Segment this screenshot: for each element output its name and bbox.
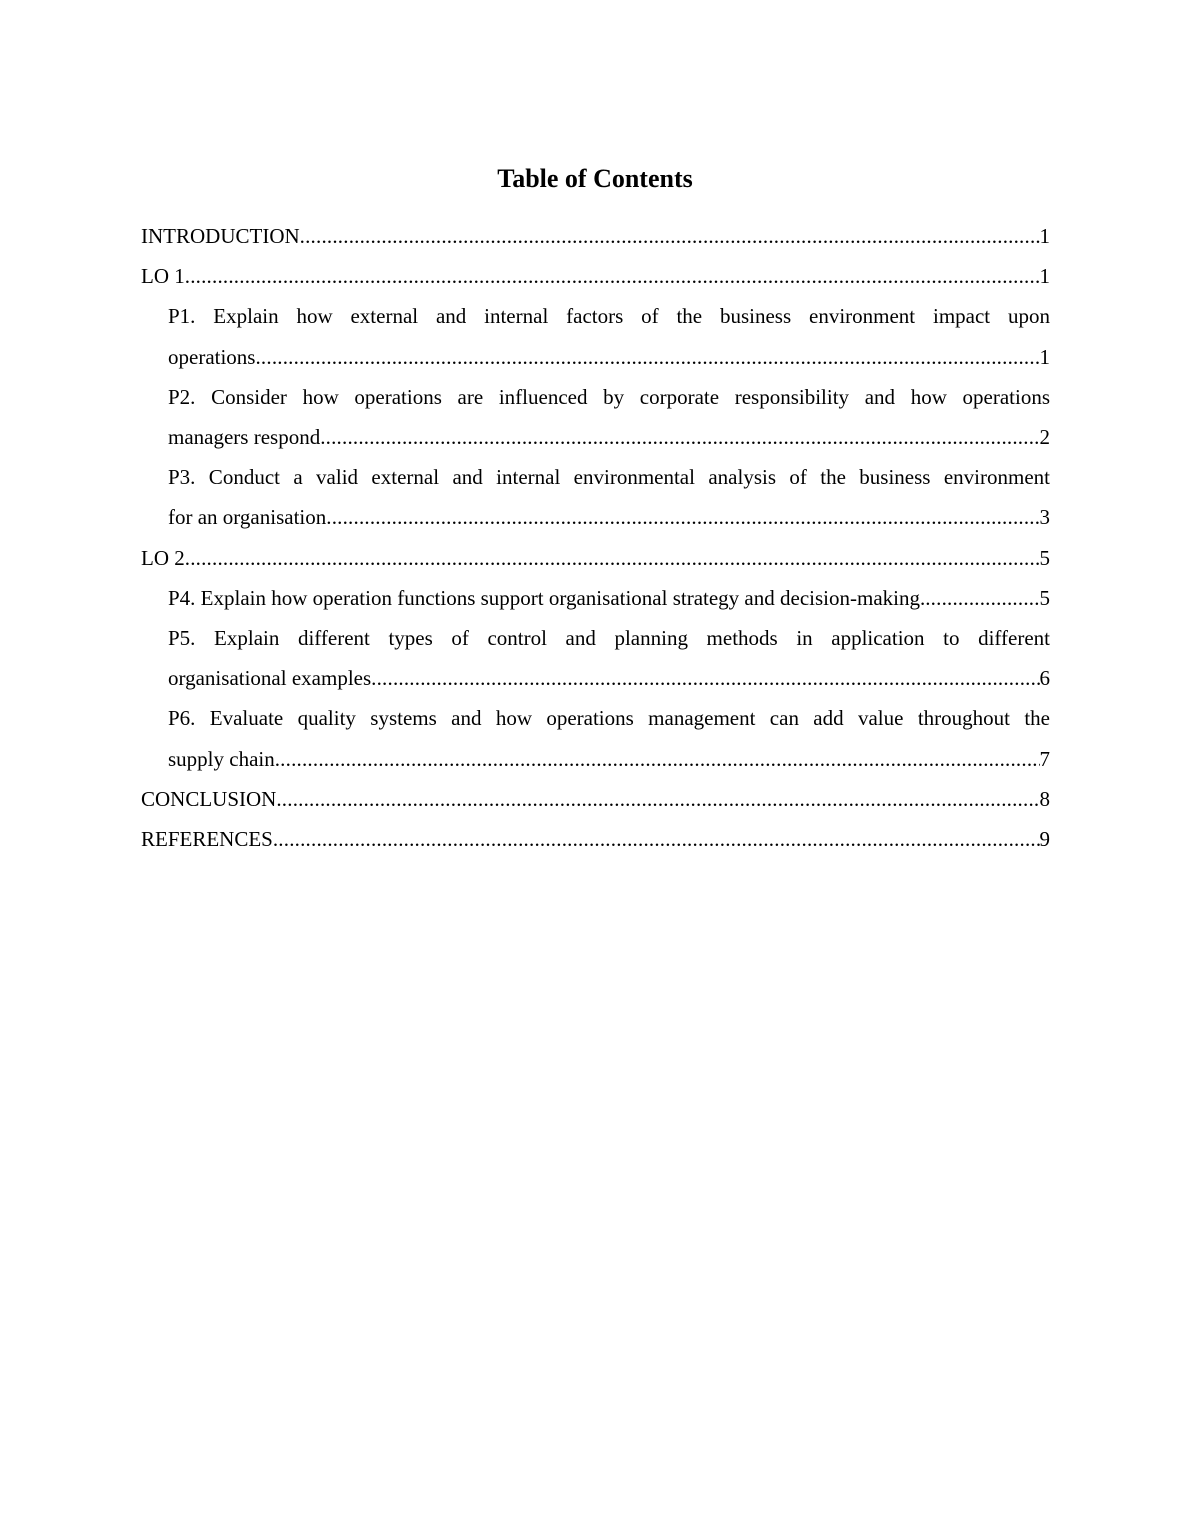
toc-list <box>141 216 1050 859</box>
toc-entry-conclusion[interactable] <box>141 779 1050 819</box>
toc-leader-dots <box>276 779 1039 819</box>
toc-page-number: 1 <box>1039 224 1050 248</box>
toc-entry-label: organisational examples <box>168 666 372 691</box>
toc-entry-first-line: P2. Consider how operations are influenced by corporate responsibility and how operations <box>168 384 1050 409</box>
toc-entry-label: INTRODUCTION <box>141 224 300 248</box>
toc-page-number: 6 <box>1039 666 1050 691</box>
toc-leader-dots <box>255 337 1039 377</box>
toc-entry-first-line: P6. Evaluate quality systems and how operations management can add value throughout the <box>168 706 1050 731</box>
toc-page-number: 1 <box>1039 344 1050 369</box>
toc-leader-dots <box>326 497 1039 537</box>
toc-entry-first-line: P3. Conduct a valid external and internal environmental analysis of the business environment <box>168 465 1050 490</box>
toc-entry-introduction[interactable] <box>141 216 1050 256</box>
toc-leader-dots <box>300 216 1040 256</box>
toc-leader-dots <box>320 417 1039 457</box>
toc-entry-label: P4. Explain how operation functions support organisational strategy and decision-making. <box>168 585 926 610</box>
toc-entry-label: CONCLUSION <box>141 786 277 811</box>
toc-entry-p5[interactable] <box>168 618 1050 698</box>
toc-entry-p6[interactable] <box>168 698 1050 778</box>
toc-page-number: 3 <box>1039 505 1050 530</box>
toc-leader-dots <box>185 538 1040 578</box>
toc-page-number: 5 <box>1039 585 1050 610</box>
toc-entry-lo1[interactable] <box>141 256 1050 296</box>
toc-page-number: 1 <box>1039 264 1050 289</box>
toc-entry-label: REFERENCES <box>141 827 273 852</box>
toc-leader-dots <box>185 256 1040 296</box>
toc-entry-label: supply chain <box>168 746 275 771</box>
toc-title: Table of Contents <box>497 164 693 193</box>
toc-entry-references[interactable] <box>141 819 1050 859</box>
toc-entry-p3[interactable] <box>168 457 1050 537</box>
toc-leader-dots <box>925 578 1039 618</box>
toc-leader-dots <box>273 819 1040 859</box>
toc-page-number: 8 <box>1039 786 1050 811</box>
toc-entry-lo2[interactable] <box>141 538 1050 578</box>
toc-entry-label: managers respond <box>168 425 321 450</box>
toc-page-number: 7 <box>1039 746 1050 771</box>
toc-entry-label: for an organisation <box>168 505 327 530</box>
toc-page-number: 5 <box>1039 545 1050 570</box>
toc-entry-p4[interactable] <box>168 578 1050 618</box>
toc-entry-first-line: P1. Explain how external and internal factors of the business environment impact upon <box>168 304 1050 329</box>
toc-leader-dots <box>275 739 1040 779</box>
toc-entry-label: LO 1 <box>141 264 185 289</box>
toc-entry-label: operations <box>168 344 256 369</box>
toc-page-number: 2 <box>1039 425 1050 450</box>
toc-entry-label: LO 2 <box>141 545 185 570</box>
toc-entry-p1[interactable] <box>168 296 1050 376</box>
toc-leader-dots <box>371 658 1039 698</box>
toc-entry-p2[interactable] <box>168 377 1050 457</box>
toc-page-number: 9 <box>1039 827 1050 852</box>
toc-entry-first-line: P5. Explain different types of control and planning methods in application to different <box>168 626 1050 651</box>
